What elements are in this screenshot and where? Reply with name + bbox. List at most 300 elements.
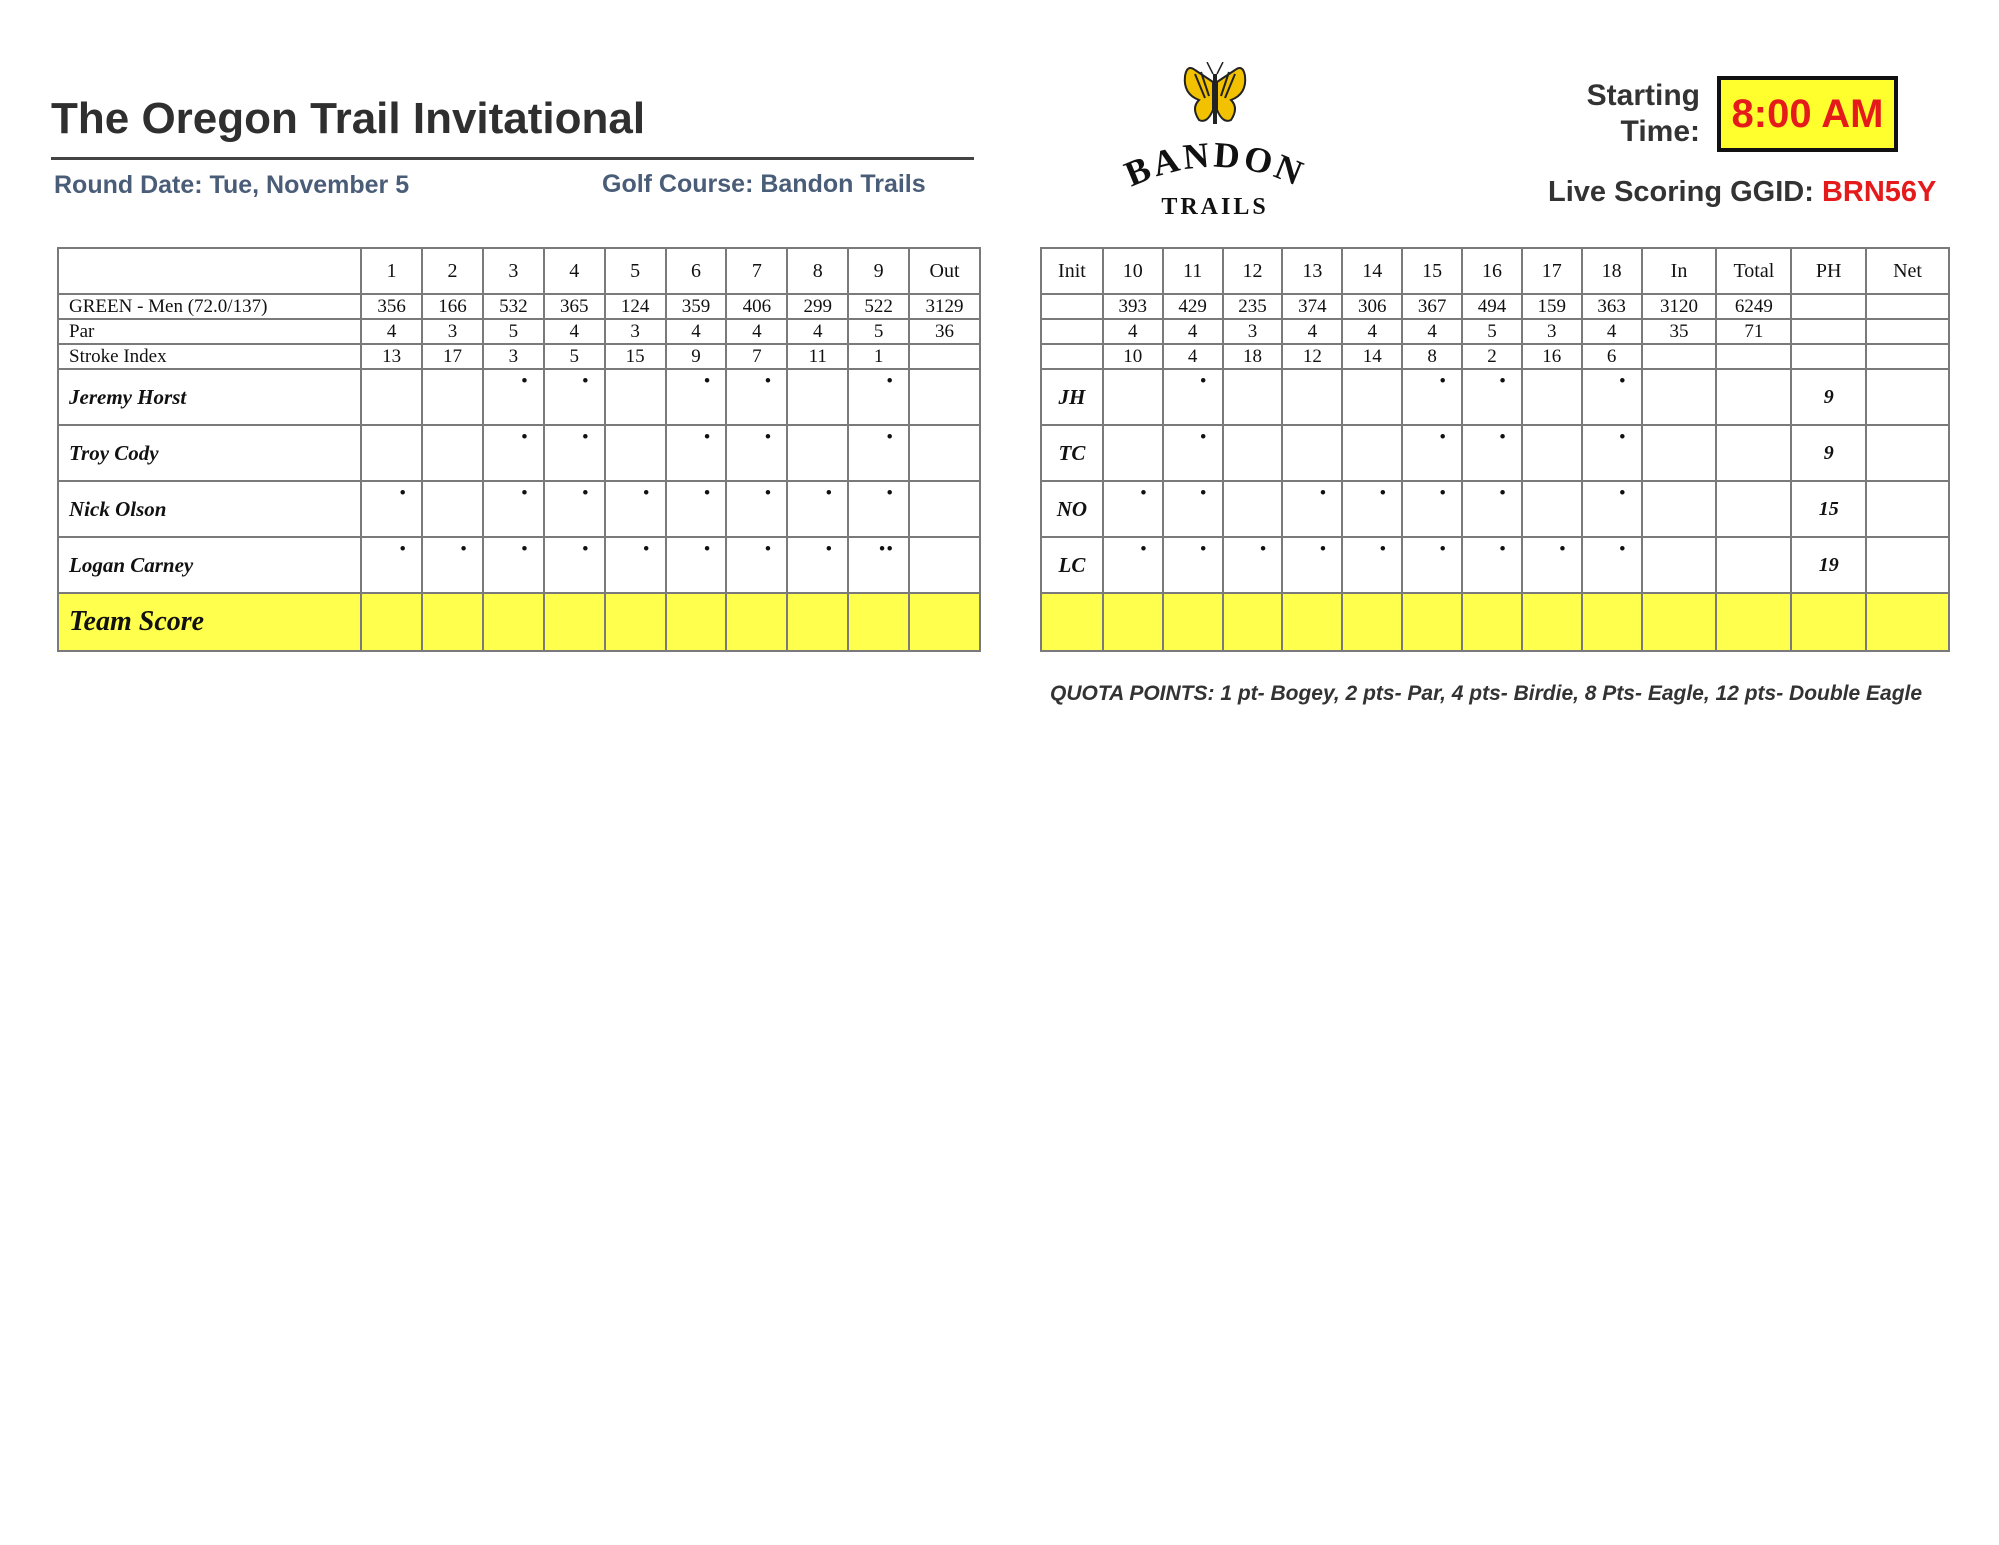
par-cell: 4 [1282, 319, 1342, 344]
page-title: The Oregon Trail Invitational [51, 94, 646, 143]
team-score-cell[interactable] [1462, 593, 1522, 651]
handicap-stroke-dots: • [1199, 427, 1208, 448]
handicap-stroke-dots [910, 370, 979, 372]
handicap-stroke-dots: • [1439, 483, 1448, 504]
in-header: In [1642, 248, 1717, 294]
score-cell[interactable] [1163, 537, 1223, 593]
score-cell[interactable] [1163, 481, 1223, 537]
score-cell[interactable] [787, 537, 848, 593]
yardage-cell: 494 [1462, 294, 1522, 319]
score-cell[interactable] [483, 369, 544, 425]
player-name: Jeremy Horst [58, 369, 361, 425]
handicap-stroke-dots: • [399, 483, 408, 504]
score-cell[interactable] [544, 425, 605, 481]
starting-label-line1: Starting [1586, 79, 1700, 112]
handicap-stroke-dots: • [1439, 371, 1448, 392]
score-cell[interactable] [666, 425, 727, 481]
handicap-stroke-dots: • [1499, 371, 1507, 392]
stroke-index-cell: 1 [848, 344, 909, 369]
handicap-stroke-dots: • [1140, 483, 1148, 504]
score-cell[interactable] [726, 425, 787, 481]
stroke-index-label: Stroke Index [58, 344, 361, 369]
hole-number: 18 [1582, 248, 1642, 294]
stroke-index-cell: 13 [361, 344, 422, 369]
score-cell[interactable] [666, 369, 727, 425]
yardage-cell: 532 [483, 294, 544, 319]
stroke-index-cell: 3 [483, 344, 544, 369]
handicap-stroke-dots [1343, 370, 1401, 372]
yardage-cell [1791, 294, 1866, 319]
stroke-index-cell: 5 [544, 344, 605, 369]
score-cell[interactable] [1402, 425, 1462, 481]
score-cell[interactable] [1582, 537, 1642, 593]
score-cell[interactable] [1582, 369, 1642, 425]
score-cell[interactable] [1716, 481, 1791, 537]
par-cell: 5 [1462, 319, 1522, 344]
par-cell: 4 [726, 319, 787, 344]
yardage-cell: 3129 [909, 294, 980, 319]
init-header: Init [1041, 248, 1103, 294]
par-cell: 5 [848, 319, 909, 344]
hole-number: 17 [1522, 248, 1582, 294]
handicap-stroke-dots: • [460, 539, 468, 560]
team-score-cell[interactable] [1163, 593, 1223, 651]
handicap-stroke-dots: • [886, 483, 895, 504]
score-cell[interactable] [1642, 425, 1717, 481]
handicap-stroke-dots [1643, 538, 1716, 540]
yardage-cell: 166 [422, 294, 483, 319]
hole-number: 3 [483, 248, 544, 294]
yardage-cell: 6249 [1716, 294, 1791, 319]
team-score-cell[interactable] [666, 593, 727, 651]
handicap-stroke-dots [788, 426, 847, 428]
score-cell[interactable] [422, 425, 483, 481]
yardage-cell: 365 [544, 294, 605, 319]
hole-number: 4 [544, 248, 605, 294]
back-par-row [1041, 319, 1949, 344]
par-cell: 71 [1716, 319, 1791, 344]
handicap-stroke-dots [1343, 426, 1401, 428]
score-cell[interactable] [1522, 481, 1582, 537]
score-cell[interactable] [726, 537, 787, 593]
handicap-stroke-dots [1224, 482, 1282, 484]
team-score-cell[interactable] [1522, 593, 1582, 651]
player-row-back [1041, 481, 1949, 537]
live-scoring-ggid [1548, 176, 1937, 209]
score-cell[interactable] [1223, 481, 1283, 537]
stroke-index-cell [1642, 344, 1717, 369]
score-cell[interactable] [909, 481, 980, 537]
handicap-stroke-dots [1717, 370, 1790, 372]
handicap-stroke-dots: • [886, 427, 895, 448]
yardage-cell: 522 [848, 294, 909, 319]
score-cell[interactable] [848, 537, 909, 593]
stroke-index-cell: 10 [1103, 344, 1163, 369]
player-row-front [58, 425, 980, 481]
starting-time-value: 8:00 AM [1717, 76, 1898, 152]
score-cell[interactable] [483, 481, 544, 537]
hole-number: 6 [666, 248, 727, 294]
front-par-row [58, 319, 980, 344]
score-cell[interactable] [666, 481, 727, 537]
team-score-cell[interactable] [848, 593, 909, 651]
par-cell: 4 [1402, 319, 1462, 344]
par-cell: 4 [787, 319, 848, 344]
team-score-cell[interactable] [1642, 593, 1717, 651]
score-cell[interactable] [848, 369, 909, 425]
player-initials: LC [1041, 537, 1103, 593]
score-cell[interactable] [1223, 537, 1283, 593]
score-cell[interactable] [787, 369, 848, 425]
handicap-stroke-dots [1717, 538, 1790, 540]
stroke-index-cell: 16 [1522, 344, 1582, 369]
stroke-index-cell: 9 [666, 344, 727, 369]
score-cell[interactable] [909, 537, 980, 593]
handicap-stroke-dots [1104, 426, 1162, 428]
yardage-cell: 367 [1402, 294, 1462, 319]
yardage-cell: 374 [1282, 294, 1342, 319]
handicap-stroke-dots: • [886, 371, 895, 392]
handicap-stroke-dots: • [764, 427, 773, 448]
handicap-stroke-dots [1104, 370, 1162, 372]
score-cell[interactable] [1103, 369, 1163, 425]
handicap-stroke-dots [910, 426, 979, 428]
score-cell[interactable] [1462, 481, 1522, 537]
score-cell[interactable] [909, 369, 980, 425]
score-cell[interactable] [1103, 537, 1163, 593]
score-cell[interactable] [1716, 537, 1791, 593]
score-cell[interactable] [1642, 481, 1717, 537]
score-cell[interactable] [483, 537, 544, 593]
score-cell[interactable] [787, 425, 848, 481]
score-cell[interactable] [361, 369, 422, 425]
blank-cell [1041, 344, 1103, 369]
par-cell: 35 [1642, 319, 1717, 344]
front-nine-scorecard [57, 247, 981, 652]
score-cell[interactable] [1163, 425, 1223, 481]
score-cell[interactable] [848, 481, 909, 537]
handicap-stroke-dots: • [1319, 483, 1328, 504]
ggid-code: BRN56Y [1821, 176, 1937, 208]
handicap-stroke-dots: • [703, 483, 712, 504]
par-label: Par [58, 319, 361, 344]
team-score-cell[interactable] [361, 593, 422, 651]
score-cell[interactable] [909, 425, 980, 481]
par-cell: 36 [909, 319, 980, 344]
handicap-stroke-dots [1717, 426, 1790, 428]
score-cell[interactable] [1462, 425, 1522, 481]
bandon-trails-logo [1095, 62, 1335, 222]
score-cell[interactable] [605, 481, 666, 537]
handicap-stroke-dots [910, 482, 979, 484]
stroke-index-cell: 14 [1342, 344, 1402, 369]
score-cell[interactable] [1402, 537, 1462, 593]
player-row-back [1041, 537, 1949, 593]
team-score-cell[interactable] [422, 593, 483, 651]
back-team-score-row [1041, 593, 1949, 651]
net-score-cell[interactable] [1866, 481, 1949, 537]
stroke-index-cell: 8 [1402, 344, 1462, 369]
score-cell[interactable] [848, 425, 909, 481]
score-cell[interactable] [422, 369, 483, 425]
playing-handicap: 19 [1791, 537, 1866, 593]
stroke-index-cell: 11 [787, 344, 848, 369]
handicap-stroke-dots: • [582, 427, 590, 448]
team-score-cell[interactable] [1223, 593, 1283, 651]
team-score-cell[interactable] [544, 593, 605, 651]
score-cell[interactable] [666, 537, 727, 593]
player-name: Logan Carney [58, 537, 361, 593]
handicap-stroke-dots: • [521, 371, 529, 392]
team-score-cell[interactable] [483, 593, 544, 651]
title-divider [51, 157, 974, 160]
handicap-stroke-dots [423, 370, 482, 372]
par-cell: 4 [544, 319, 605, 344]
hole-number: 7 [726, 248, 787, 294]
score-cell[interactable] [1342, 369, 1402, 425]
back-stroke-index-row [1041, 344, 1949, 369]
score-cell[interactable] [1462, 537, 1522, 593]
score-cell[interactable] [1642, 369, 1717, 425]
header-blank [58, 248, 361, 294]
blank-cell [1041, 319, 1103, 344]
handicap-stroke-dots: • [1499, 427, 1507, 448]
score-cell[interactable] [422, 537, 483, 593]
score-cell[interactable] [1163, 369, 1223, 425]
score-cell[interactable] [605, 425, 666, 481]
handicap-stroke-dots [1283, 370, 1341, 372]
handicap-stroke-dots [1717, 482, 1790, 484]
par-cell: 4 [361, 319, 422, 344]
score-cell[interactable] [1282, 537, 1342, 593]
score-cell[interactable] [1103, 425, 1163, 481]
par-cell: 3 [605, 319, 666, 344]
par-cell: 4 [1582, 319, 1642, 344]
score-cell[interactable] [1716, 425, 1791, 481]
par-cell: 4 [1163, 319, 1223, 344]
team-score-cell[interactable] [1582, 593, 1642, 651]
par-cell [1866, 319, 1949, 344]
team-score-cell[interactable] [1791, 593, 1866, 651]
handicap-stroke-dots [910, 538, 979, 540]
hole-number: 5 [605, 248, 666, 294]
score-cell[interactable] [1462, 369, 1522, 425]
yardage-cell: 235 [1223, 294, 1283, 319]
handicap-stroke-dots: • [764, 483, 773, 504]
score-cell[interactable] [1342, 425, 1402, 481]
out-header: Out [909, 248, 980, 294]
team-score-cell[interactable] [1716, 593, 1791, 651]
score-cell[interactable] [605, 537, 666, 593]
stroke-index-cell [1791, 344, 1866, 369]
team-score-cell[interactable] [909, 593, 980, 651]
player-row-back [1041, 369, 1949, 425]
stroke-index-cell: 7 [726, 344, 787, 369]
handicap-stroke-dots: • [1379, 539, 1388, 560]
net-score-cell[interactable] [1866, 425, 1949, 481]
score-cell[interactable] [1282, 481, 1342, 537]
handicap-stroke-dots: • [1439, 539, 1448, 560]
par-cell: 3 [1223, 319, 1283, 344]
player-row-back [1041, 425, 1949, 481]
handicap-stroke-dots [1224, 426, 1282, 428]
handicap-stroke-dots [1643, 482, 1716, 484]
blank-cell [1041, 294, 1103, 319]
team-score-cell[interactable] [605, 593, 666, 651]
yardage-cell: 359 [666, 294, 727, 319]
team-score-cell[interactable] [1103, 593, 1163, 651]
handicap-stroke-dots: • [825, 483, 834, 504]
handicap-stroke-dots: • [642, 539, 651, 560]
starting-label-line2: Time: [1620, 115, 1700, 148]
score-cell[interactable] [361, 481, 422, 537]
hole-number: 15 [1402, 248, 1462, 294]
player-row-front [58, 537, 980, 593]
back-yardage-row [1041, 294, 1949, 319]
round-date: Round Date: Tue, November 5 [54, 171, 410, 199]
hole-number: 12 [1223, 248, 1283, 294]
team-score-label: Team Score [58, 593, 361, 651]
yardage-cell: 159 [1522, 294, 1582, 319]
handicap-stroke-dots: • [1199, 539, 1208, 560]
net-score-cell[interactable] [1866, 537, 1949, 593]
player-initials: TC [1041, 425, 1103, 481]
stroke-index-cell [1866, 344, 1949, 369]
net-score-cell[interactable] [1866, 369, 1949, 425]
logo-text-line1: BANDON [1118, 134, 1312, 195]
hole-number: 2 [422, 248, 483, 294]
handicap-stroke-dots [1224, 370, 1282, 372]
yardage-cell: 363 [1582, 294, 1642, 319]
handicap-stroke-dots: • [582, 371, 590, 392]
score-cell[interactable] [1522, 425, 1582, 481]
par-cell: 4 [666, 319, 727, 344]
handicap-stroke-dots [1643, 370, 1716, 372]
par-cell: 3 [422, 319, 483, 344]
handicap-stroke-dots: • [399, 539, 408, 560]
score-cell[interactable] [1342, 481, 1402, 537]
stroke-index-cell: 2 [1462, 344, 1522, 369]
handicap-stroke-dots: • [764, 371, 773, 392]
score-cell[interactable] [1402, 481, 1462, 537]
score-cell[interactable] [787, 481, 848, 537]
hole-number: 9 [848, 248, 909, 294]
par-cell [1791, 319, 1866, 344]
playing-handicap: 9 [1791, 369, 1866, 425]
score-cell[interactable] [544, 481, 605, 537]
team-score-cell[interactable] [1402, 593, 1462, 651]
par-cell: 5 [483, 319, 544, 344]
score-cell[interactable] [1223, 369, 1283, 425]
player-row-front [58, 481, 980, 537]
yardage-cell: 393 [1103, 294, 1163, 319]
handicap-stroke-dots: • [521, 539, 529, 560]
hole-number: 16 [1462, 248, 1522, 294]
handicap-stroke-dots: • [703, 539, 712, 560]
score-cell[interactable] [1642, 537, 1717, 593]
hole-number: 8 [787, 248, 848, 294]
par-cell: 4 [1342, 319, 1402, 344]
score-cell[interactable] [1103, 481, 1163, 537]
team-score-cell[interactable] [787, 593, 848, 651]
stroke-index-cell [1716, 344, 1791, 369]
stroke-index-cell: 4 [1163, 344, 1223, 369]
front-hole-header-row [58, 248, 980, 294]
score-cell[interactable] [422, 481, 483, 537]
net-header: Net [1866, 248, 1949, 294]
yardage-cell: 299 [787, 294, 848, 319]
handicap-stroke-dots: • [1199, 371, 1208, 392]
yardage-cell: 124 [605, 294, 666, 319]
team-score-cell[interactable] [1041, 593, 1103, 651]
handicap-stroke-dots: • [764, 539, 773, 560]
handicap-stroke-dots: • [1618, 427, 1627, 448]
handicap-stroke-dots: • [1140, 539, 1148, 560]
score-cell[interactable] [726, 369, 787, 425]
team-score-cell[interactable] [1282, 593, 1342, 651]
stroke-index-cell: 12 [1282, 344, 1342, 369]
team-score-cell[interactable] [1866, 593, 1949, 651]
ggid-label: Live Scoring GGID: [1548, 176, 1814, 208]
score-cell[interactable] [483, 425, 544, 481]
score-cell[interactable] [361, 425, 422, 481]
score-cell[interactable] [361, 537, 422, 593]
hole-number: 1 [361, 248, 422, 294]
handicap-stroke-dots [423, 426, 482, 428]
hole-number: 14 [1342, 248, 1402, 294]
handicap-stroke-dots: • [703, 427, 712, 448]
stroke-index-cell: 6 [1582, 344, 1642, 369]
score-cell[interactable] [605, 369, 666, 425]
handicap-stroke-dots: • [703, 371, 712, 392]
score-cell[interactable] [544, 537, 605, 593]
score-cell[interactable] [1282, 425, 1342, 481]
handicap-stroke-dots: • [1618, 371, 1627, 392]
score-cell[interactable] [1282, 369, 1342, 425]
score-cell[interactable] [1223, 425, 1283, 481]
yardage-cell [1866, 294, 1949, 319]
score-cell[interactable] [544, 369, 605, 425]
score-cell[interactable] [1582, 425, 1642, 481]
quota-points-note: QUOTA POINTS: 1 pt- Bogey, 2 pts- Par, 4 pts- Birdie, 8 Pts- Eagle, 12 pts- Double Eagle [1050, 682, 1923, 705]
score-cell[interactable] [1402, 369, 1462, 425]
team-score-cell[interactable] [726, 593, 787, 651]
handicap-stroke-dots [1523, 370, 1581, 372]
handicap-stroke-dots: • [642, 483, 651, 504]
score-cell[interactable] [1716, 369, 1791, 425]
yardage-cell: 306 [1342, 294, 1402, 319]
handicap-stroke-dots: • [521, 427, 529, 448]
hole-number: 13 [1282, 248, 1342, 294]
score-cell[interactable] [1342, 537, 1402, 593]
player-initials: JH [1041, 369, 1103, 425]
handicap-stroke-dots [423, 482, 482, 484]
ph-header: PH [1791, 248, 1866, 294]
score-cell[interactable] [1582, 481, 1642, 537]
handicap-stroke-dots: • [1499, 539, 1507, 560]
score-cell[interactable] [726, 481, 787, 537]
back-hole-header-row [1041, 248, 1949, 294]
handicap-stroke-dots: • [582, 483, 590, 504]
handicap-stroke-dots [1523, 426, 1581, 428]
butterfly-icon [1185, 62, 1245, 124]
score-cell[interactable] [1522, 369, 1582, 425]
par-cell: 3 [1522, 319, 1582, 344]
hole-number: 10 [1103, 248, 1163, 294]
player-row-front [58, 369, 980, 425]
team-score-cell[interactable] [1342, 593, 1402, 651]
score-cell[interactable] [1522, 537, 1582, 593]
